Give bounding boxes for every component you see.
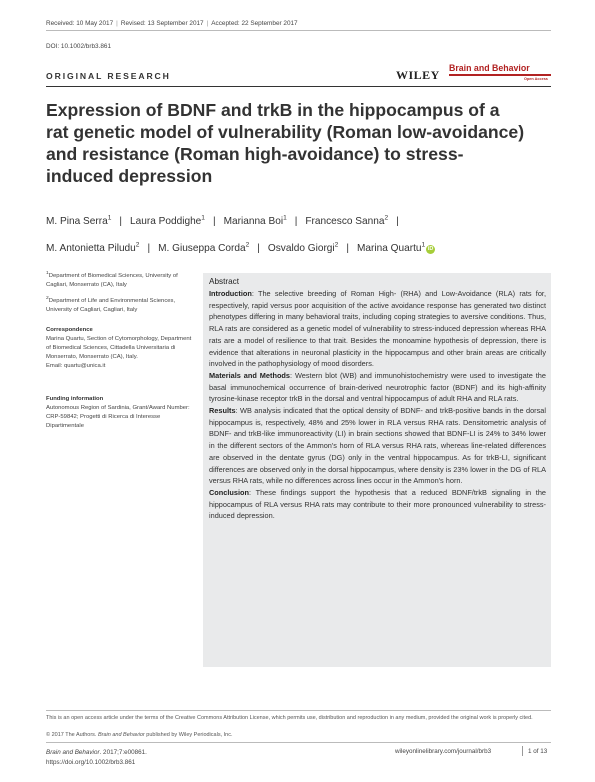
affiliation-2: $^2$Department of Life and Environmental Sciences, University of Cagliari, Cagliari, Italy bbox=[46, 296, 176, 313]
revised-date: Revised: 13 September 2017 bbox=[120, 20, 204, 27]
email-link[interactable]: Email: quartu@unica.it bbox=[46, 363, 106, 369]
doi-link[interactable]: https://doi.org/10.1002/brb3.861 bbox=[46, 759, 136, 766]
funding bbox=[46, 395, 196, 431]
divider: | bbox=[212, 216, 216, 228]
journal-brand: Brain and Behavior bbox=[449, 63, 530, 73]
divider: | bbox=[257, 242, 260, 254]
divider: | bbox=[116, 20, 118, 27]
journal-brand-bar bbox=[449, 74, 551, 76]
author[interactable]: M. Giuseppa Corda$^2$ bbox=[158, 241, 250, 254]
divider: | bbox=[346, 242, 349, 254]
funding-text: Autonomous Region of Sardinia, Grant/Award Number: CRP-59842; Progetti di Ricerca di Interesse Dipartimentale bbox=[46, 405, 190, 429]
correspondence-text: Marina Quartu, Section of Cytomorphology, Department of Biomedical Sciences, Cittadella Universitaria di Monserrato, Monserrato (CA), Italy. bbox=[46, 336, 192, 360]
divider: | bbox=[147, 242, 151, 254]
section-label: ORIGINAL RESEARCH bbox=[46, 71, 171, 81]
author[interactable]: Francesco Sanna$^2$ bbox=[305, 215, 389, 228]
divider: | bbox=[119, 216, 123, 228]
abstract-conclusion: Conclusion: These findings support the hypothesis that a reduced BDNF/trkB signaling in the hippocampus of RLA versus RHA rats may contribute to their more pronounced vulnerability to stress-induced depression. bbox=[209, 487, 546, 521]
article-title: Expression of BDNF and trkB in the hippocampus of a rat genetic model of vulnerability (Roman low-avoidance) and resistance (Roman high-avoidance) to stress-induced depression bbox=[46, 100, 525, 186]
section-rule bbox=[46, 86, 551, 87]
author[interactable]: M. Pina Serra$^1$ bbox=[46, 215, 112, 228]
correspondence-heading: Correspondence bbox=[46, 327, 93, 333]
divider: | bbox=[206, 20, 209, 27]
publisher-logo: WILEY bbox=[396, 68, 440, 82]
received-date: Received: 10 May 2017 bbox=[46, 20, 114, 27]
page-number: 1 of 13 bbox=[528, 748, 548, 755]
affiliation-1: $^1$Department of Biomedical Sciences, University of Cagliari, Monserrato (CA), Italy bbox=[46, 271, 178, 288]
orcid-icon[interactable]: iD bbox=[427, 245, 434, 252]
footer-rule bbox=[46, 710, 551, 711]
author-list bbox=[46, 207, 551, 260]
correspondence bbox=[46, 326, 196, 371]
copyright: © 2017 The Authors. Brain and Behavior published by Wiley Periodicals, Inc. bbox=[46, 732, 233, 738]
author[interactable]: Osvaldo Giorgi$^2$ bbox=[267, 241, 339, 254]
journal-site-link[interactable]: wileyonlinelibrary.com/journal/brb3 bbox=[395, 748, 492, 755]
license-text: This is an open access article under the terms of the Creative Commons Attribution License, which permits use, distribution and reproduction in any medium, provided the original work is properly cited. bbox=[46, 715, 533, 721]
bottom-rule bbox=[46, 742, 551, 743]
author[interactable]: M. Antonietta Piludu$^2$ bbox=[46, 241, 140, 254]
author[interactable]: Laura Poddighe$^1$ bbox=[130, 215, 205, 228]
divider bbox=[522, 746, 523, 756]
open-access-label: Open Access bbox=[524, 77, 548, 81]
abstract-introduction: Introduction: The selective breeding of Roman High- (RHA) and Low-Avoidance (RLA) rats for, respectively, rapid versus poor acquisition of the active avoidance response has generated two distinct phenotypes differing in many behavioral traits, including coping strategies to aversive conditions. Thus, RLA rats are considered as a genetic model of vulnerability to stress-induced depression whereas RHA rats are a model of resilience to that trait. Besides the monoamine hypothesis of depression, there is evidence that alterations in neuronal plasticity in the hippocampus and other brain areas are critically involved in the pathophysiology of mood disorders. bbox=[209, 289, 546, 369]
divider: | bbox=[294, 216, 298, 228]
journal-citation: Brain and Behavior. 2017;7:e00861. https://doi.org/10.1002/brb3.861 bbox=[46, 749, 147, 766]
abstract-results: Results: WB analysis indicated that the optical density of BDNF- and trkB-positive bands in the dorsal hippocampus is, respectively, 48% and 25% lower in RLA versus RHA rats. Densitometric analysis of BDNF- and trkB-like immunoreactivity (LI) in brain sections showed that BDNF-LI is 24% to 34% lower in the different sectors of the Ammon's horn of RLA versus RHA rats, whereas line-related differences are observed in the dentate gyrus (DG) only in the ventral hippocampus. As for trkB-LI, significant differences are observed only in the dorsal hippocampus, where density is 23% lower in the DG of RLA versus RHA rats, while no differences across lines occur in the Ammon's horn. bbox=[209, 406, 546, 486]
funding-heading: Funding information bbox=[46, 396, 104, 402]
abstract-heading: Abstract bbox=[209, 277, 240, 286]
author[interactable]: Marina Quartu$^1$ bbox=[356, 241, 426, 254]
header-rule bbox=[46, 30, 551, 31]
author[interactable]: Marianna Boi$^1$ bbox=[223, 215, 287, 228]
abstract-methods: Materials and Methods: Western blot (WB) and immunohistochemistry were used to investigate the basal immunochemical occurrence of brain-derived neurotrophic factor (BDNF) and its high-affinity tyrosine-kinase receptor trkB in the dorsal and ventral hippocampus of adult RHA and RLA rats. bbox=[209, 370, 546, 404]
doi[interactable]: DOI: 10.1002/brb3.861 bbox=[46, 43, 112, 50]
article-dates bbox=[46, 20, 298, 27]
accepted-date: Accepted: 22 September 2017 bbox=[211, 20, 298, 27]
abstract-box bbox=[203, 273, 551, 667]
divider: | bbox=[396, 216, 399, 228]
